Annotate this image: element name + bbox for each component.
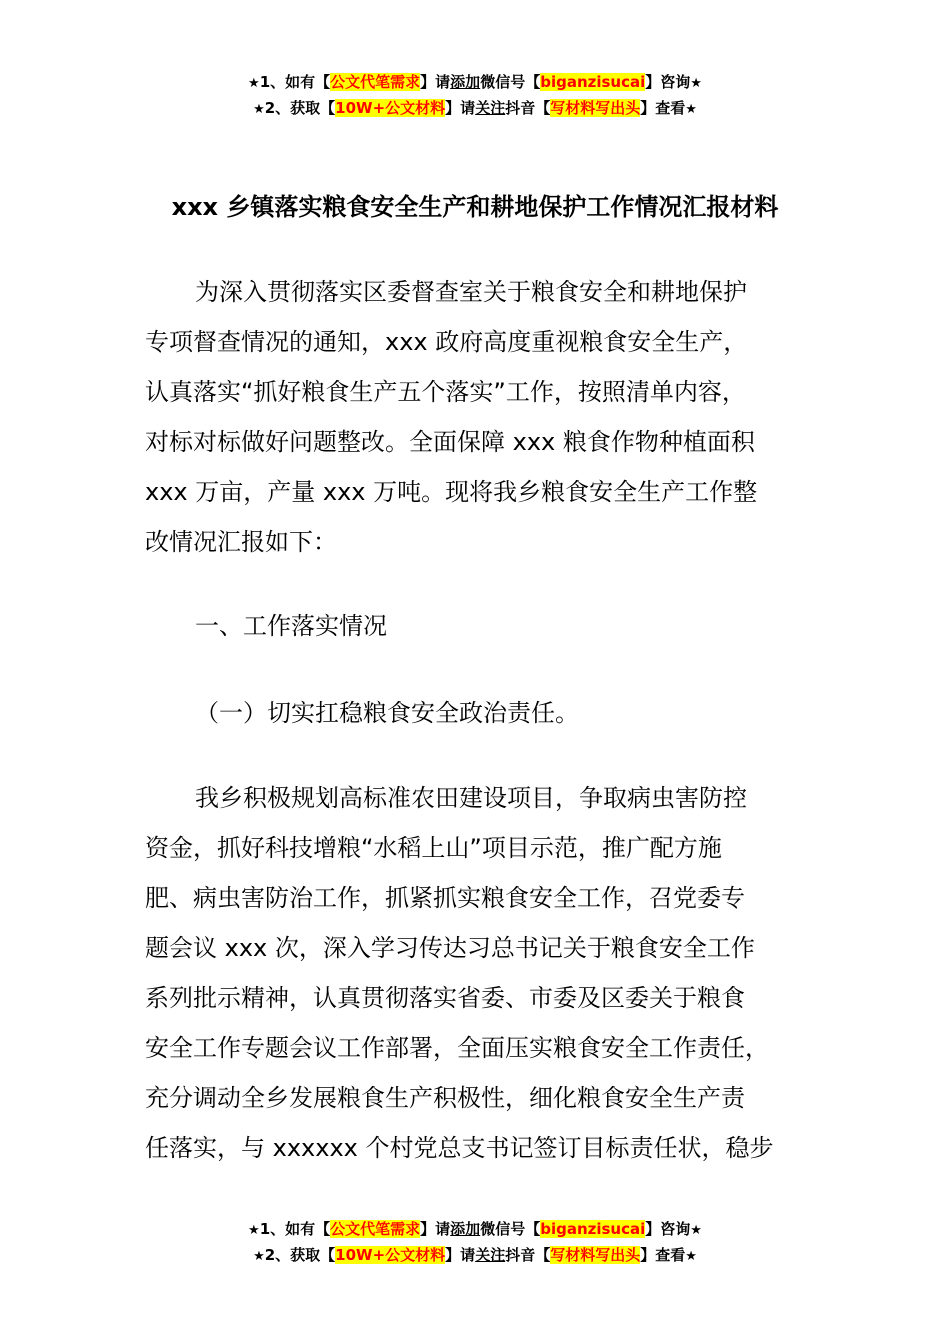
star-icon: ★ [685, 102, 697, 117]
footer-promo-banner [0, 1217, 950, 1269]
promo-highlight-wechat-id: biganzisucai [540, 1220, 646, 1238]
paragraph-line: 专项督查情况的通知，xxx 政府高度重视粮食安全生产， [145, 328, 748, 356]
promo-line-2-mid2: 抖音【 [505, 1246, 551, 1264]
paragraph-line: 为深入贯彻落实区委督查室关于粮食安全和耕地保护 [195, 278, 747, 306]
intro-paragraph [145, 267, 810, 567]
promo-line-1-suffix: 】咨询 [645, 1220, 691, 1238]
promo-line-2-mid2: 抖音【 [505, 99, 551, 117]
promo-highlight-materials: 10W+公文材料 [335, 1246, 446, 1264]
promo-line-2-mid1: 】请 [445, 99, 476, 117]
promo-line-2-prefix: 2、获取【 [264, 1246, 336, 1264]
promo-line-2-suffix: 】查看 [640, 99, 686, 117]
promo-line-1 [0, 1217, 950, 1243]
promo-line-1-underlined: 添加 [450, 73, 481, 91]
paragraph-line: 系列批示精神，认真贯彻落实省委、市委及区委关于粮食 [145, 984, 745, 1012]
star-icon: ★ [690, 76, 702, 91]
paragraph-line: xxx 万亩，产量 xxx 万吨。现将我乡粮食安全生产工作整 [145, 478, 758, 506]
paragraph-line: 安全工作专题会议工作部署，全面压实粮食安全工作责任， [145, 1034, 769, 1062]
header-promo-banner [0, 70, 950, 122]
promo-line-1-prefix: 1、如有【 [259, 1220, 331, 1238]
promo-line-2-prefix: 2、获取【 [264, 99, 336, 117]
promo-line-1-underlined: 添加 [450, 1220, 481, 1238]
paragraph-line: 任落实，与 xxxxxx 个村党总支书记签订目标责任状，稳步 [145, 1134, 774, 1162]
promo-highlight-douyin-account: 写材料写出头 [550, 99, 641, 117]
promo-line-1-mid1: 】请 [420, 1220, 451, 1238]
paragraph-line: 改情况汇报如下： [145, 528, 337, 556]
promo-line-2-underlined: 关注 [475, 1246, 506, 1264]
star-icon: ★ [253, 1249, 265, 1264]
promo-highlight-service: 公文代笔需求 [330, 73, 421, 91]
promo-line-2-suffix: 】查看 [640, 1246, 686, 1264]
paragraph-line: 肥、病虫害防治工作，抓紧抓实粮食安全工作，召党委专 [145, 884, 745, 912]
paragraph-line: 对标对标做好问题整改。全面保障 xxx 粮食作物种植面积 [145, 428, 755, 456]
subsection-heading-text: （一）切实扛稳粮食安全政治责任。 [195, 699, 579, 727]
promo-highlight-service: 公文代笔需求 [330, 1220, 421, 1238]
star-icon: ★ [248, 1223, 260, 1238]
paragraph-line: 我乡积极规划高标准农田建设项目，争取病虫害防控 [195, 784, 747, 812]
section-heading-text: 一、工作落实情况 [195, 612, 387, 640]
promo-line-2-mid1: 】请 [445, 1246, 476, 1264]
paragraph-line: 资金，抓好科技增粮“水稻上山”项目示范，推广配方施 [145, 834, 722, 862]
promo-line-1-mid2: 微信号【 [480, 73, 541, 91]
promo-highlight-douyin-account: 写材料写出头 [550, 1246, 641, 1264]
promo-line-2-underlined: 关注 [475, 99, 506, 117]
star-icon: ★ [690, 1223, 702, 1238]
promo-line-1 [0, 70, 950, 96]
section-heading [145, 601, 810, 651]
star-icon: ★ [248, 76, 260, 91]
document-title: xxx 乡镇落实粮食安全生产和耕地保护工作情况汇报材料 [171, 193, 779, 221]
star-icon: ★ [685, 1249, 697, 1264]
paragraph-line: 题会议 xxx 次，深入学习传达习总书记关于粮食安全工作 [145, 934, 755, 962]
promo-highlight-materials: 10W+公文材料 [335, 99, 446, 117]
promo-line-2 [0, 96, 950, 122]
promo-line-1-mid2: 微信号【 [480, 1220, 541, 1238]
paragraph-line: 认真落实“抓好粮食生产五个落实”工作，按照清单内容， [145, 378, 746, 406]
body-paragraph [145, 773, 810, 1173]
subsection-heading [145, 688, 810, 738]
promo-highlight-wechat-id: biganzisucai [540, 73, 646, 91]
promo-line-1-mid1: 】请 [420, 73, 451, 91]
promo-line-1-suffix: 】咨询 [645, 73, 691, 91]
paragraph-line: 充分调动全乡发展粮食生产积极性，细化粮食安全生产责 [145, 1084, 745, 1112]
star-icon: ★ [253, 102, 265, 117]
promo-line-1-prefix: 1、如有【 [259, 73, 331, 91]
promo-line-2 [0, 1243, 950, 1269]
